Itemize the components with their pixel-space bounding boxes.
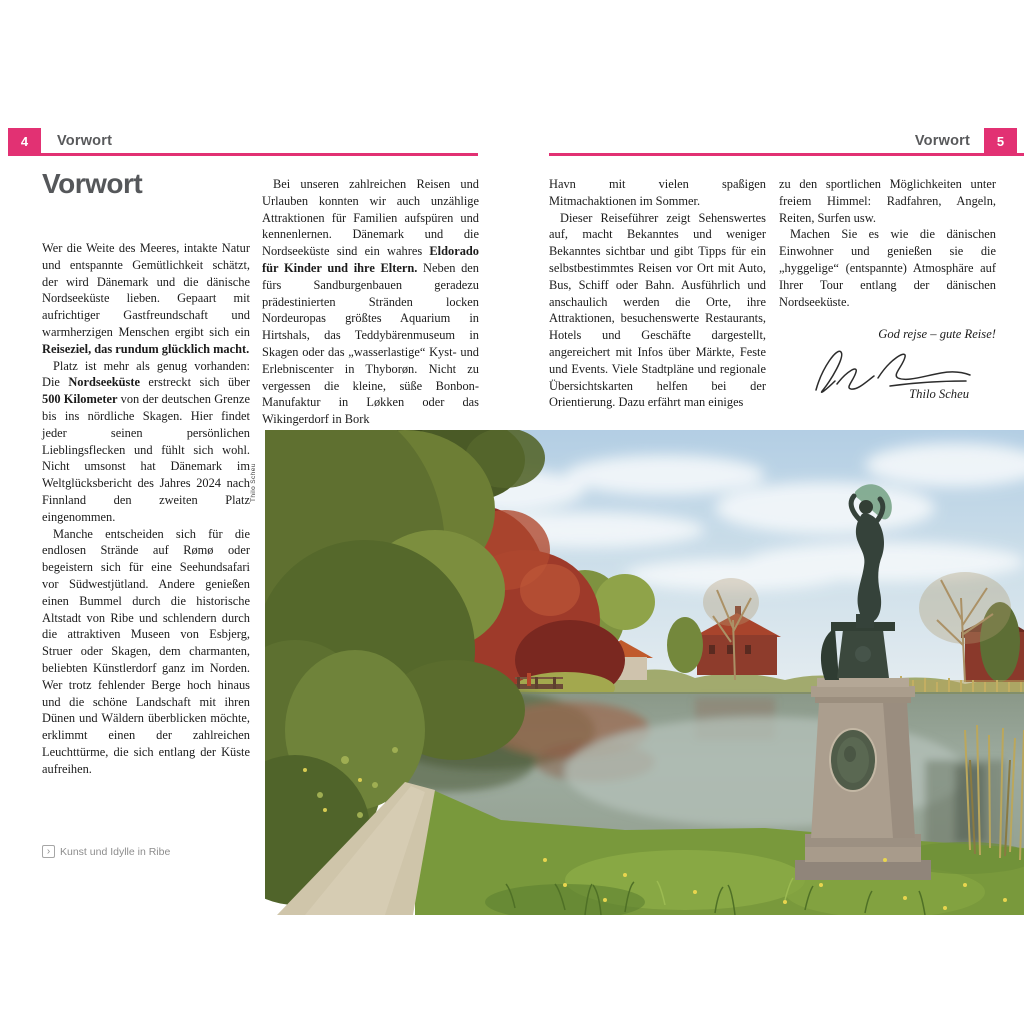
chevron-right-icon: › (42, 845, 55, 858)
text-run: Neben den fürs Sandburgenbauen geradezu prädestinierten Stränden locken Nordeuropas größtes Aquarium in Hirtshals, das Teddybärenmuseum in Skagen oder das „wasserlastige“ Kyst- und Erlebniscenter in Thyborøn. Nicht zu vergessen die kleine, süße Bonbon-Manufaktur in Løkken oder das Wikingerdorf in Bork (262, 260, 479, 427)
photo-credit: Thilo Scheu (250, 463, 257, 502)
text-column-2 (262, 176, 479, 428)
paragraph (42, 240, 250, 358)
text-run: Manche entscheiden sich für die endlosen Strände auf Rømø oder begeistern sich für eine Seehundsafari vor Südwestjütland. Andere genießen einen Bummel durch die historische Altstadt von Ribe und schlendern durch die attraktiven Museen von Esbjerg, Struer oder Skagen, dem charmanten, beliebten Künstlerdorf ganz im Norden. Wer trotz fehlender Berge hoch hinaus und die schöne Landschaft mit ihren Dünen und Wäldern überblicken möchte, erklimmt einen der zahlreichen Leuchttürme, die sich entlang der Küste aufreihen. (42, 526, 250, 776)
text-column-1 (42, 240, 250, 778)
text-run: Machen Sie es wie die dänischen Einwohner und genießen sie die „hyggelige“ (entspannte) Atmosphäre auf Ihrer Tour entlang der dänischen Nordseeküste. (779, 227, 996, 309)
text-run: von der deutschen Grenze bis ins nördliche Skagen. Hier findet jeder seinen persönlichen Lieblingsflecken und fühlt sich wohl. Nicht umsonst hat Dänemark im Weltglücksbericht des Jahres 2024 nach Finnland den zweiten Platz eingenommen. (42, 392, 250, 524)
running-header-right: Vorwort (914, 133, 970, 149)
text-run-bold: Eldorado für Kinder und ihre Eltern. (262, 244, 479, 275)
farewell-line: God rejse – gute Reise! (878, 327, 996, 341)
running-header-left: Vorwort (57, 133, 113, 149)
text-run-bold: Reiseziel, das rundum glücklich macht. (42, 341, 250, 356)
paragraph (42, 526, 250, 778)
paragraph (549, 210, 766, 412)
paragraph (549, 176, 766, 210)
header-rule-left (8, 153, 478, 156)
page-number-badge-left: 4 (8, 128, 41, 155)
text-run: Platz ist mehr als genug vorhanden: Die (42, 358, 250, 390)
page-number-badge-right: 5 (984, 128, 1017, 155)
text-column-3 (549, 176, 766, 411)
text-run-bold: Nordseeküste (68, 375, 140, 390)
text-column-4 (779, 176, 996, 310)
text-run: Wer die Weite des Meeres, intakte Natur und entspannte Gemütlichkeit schätzt, der wird Dänemark und die dänische Nordseeküste lieben. Gepaart mit aufrichtiger Gastfreundschaft und warmherzigen Menschen ergibt sich ein (42, 241, 250, 339)
text-run: Havn mit vielen spaßigen Mitmachaktionen im Sommer. (549, 177, 766, 208)
text-run: Dieser Reiseführer zeigt Sehenswertes auf, macht Bekanntes und weniger Bekanntes sichtbar und gibt Tipps für ein selbstbestimmtes Reisen vor Ort mit Auto, Bus, Schiff oder Bahn. Ausführlich und anschaulich werden die Orte, ihre Attraktionen, besuchenswerte Restaurants, Hotels und Geschäfte dargestellt, angereichert mit Infos über Märkte, Feste und Events. Viele Stadtpläne und regionale Übersichtskarten helfen bei der Orientierung. Dazu erfährt man einiges (549, 210, 766, 410)
chapter-title: Vorwort (42, 168, 143, 199)
paragraph (779, 226, 996, 310)
author-name: Thilo Scheu (909, 387, 969, 401)
photo-caption-label: Kunst und Idylle in Ribe (60, 845, 171, 858)
photo-illustration (265, 430, 1024, 915)
text-run: Bei unseren zahlreichen Reisen und Urlauben konnten wir auch unzählige Attraktionen für Familien aufspüren und kennenlernen. Dänemark und die Nordseeküste sind ein wahres (262, 177, 479, 259)
photo-caption (42, 845, 170, 858)
ribe-pond-photo (265, 430, 1024, 915)
text-run: zu den sportlichen Möglichkeiten unter freiem Himmel: Radfahren, Angeln, Reiten, Surfen usw. (779, 177, 996, 225)
text-run: erstreckt sich über (139, 375, 250, 390)
paragraph (42, 358, 250, 526)
paragraph (262, 176, 479, 428)
header-rule-right (549, 153, 1024, 156)
paragraph (779, 176, 996, 226)
text-run-bold: 500 Kilometer (42, 392, 118, 407)
